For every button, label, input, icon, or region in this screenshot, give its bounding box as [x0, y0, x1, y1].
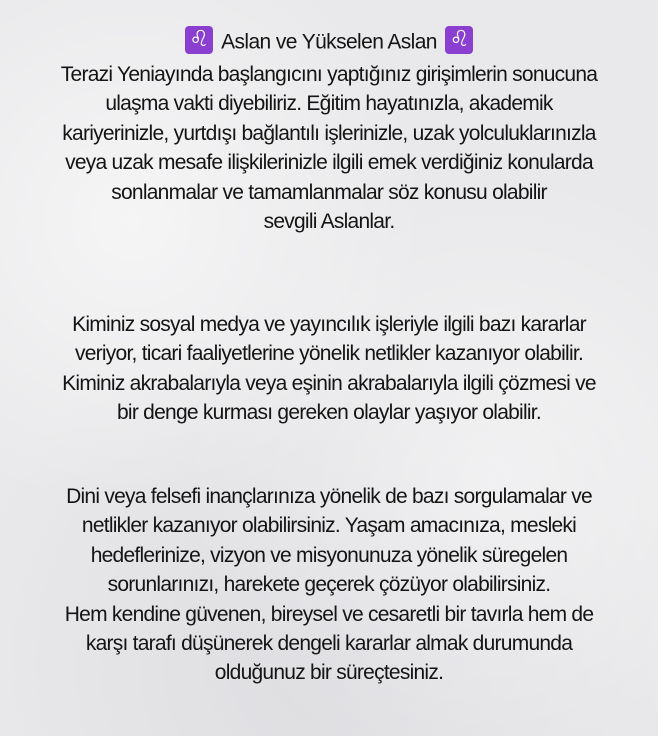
paragraph-3 — [0, 482, 658, 688]
text-line: Hem kendine güvenen, bireysel ve cesaretli bir tavırla hem de — [64, 602, 594, 626]
text-line: Terazi Yeniayında başlangıcını yaptığınız girişimlerin sonucuna — [60, 63, 598, 86]
text-line: netlikler kazanıyor olabilirsiniz. Yaşam amacınıza, mesleki — [81, 514, 577, 538]
leo-zodiac-icon: ♌ — [445, 26, 473, 54]
text-line: bir denge kurması gereken olaylar yaşıyor olabilir. — [117, 401, 541, 425]
page-title: Aslan ve Yükselen Aslan — [221, 30, 437, 54]
paragraph-1 — [0, 60, 658, 236]
text-line: sorunlarınızı, harekete geçerek çözüyor olabilirsiniz. — [107, 573, 551, 597]
text-line: ulaşma vakti diyebiliriz. Eğitim hayatınızla, akademik — [105, 92, 553, 116]
text-line: veya uzak mesafe ilişkilerinizle ilgili emek verdiğiniz konularda — [65, 151, 593, 175]
text-line: sonlanmalar ve tamamlanmalar söz konusu olabilir — [111, 180, 547, 204]
paragraph-2 — [0, 310, 658, 428]
text-line: kariyerinizle, yurtdışı bağlantılı işlerinizle, uzak yolculuklarınızla — [62, 121, 596, 145]
text-line: Dini veya felsefi inançlarınıza yönelik de bazı sorgulamalar ve — [66, 485, 592, 508]
leo-zodiac-icon: ♌ — [185, 26, 213, 54]
text-line: hedeflerinize, vizyon ve misyonunuza yönelik süregelen — [90, 543, 568, 567]
text-line: Kiminiz sosyal medya ve yayıncılık işleriyle ilgili bazı kararlar — [72, 313, 586, 336]
text-line: Kiminiz akrabalarıyla veya eşinin akrabalarıyla ilgili çözmesi ve — [62, 371, 596, 395]
title-row — [0, 28, 658, 56]
text-line: veriyor, ticari faaliyetlerine yönelik netlikler kazanıyor olabilir. — [74, 342, 584, 366]
text-line: olduğunuz bir süreçtesiniz. — [214, 661, 444, 685]
text-line: sevgili Aslanlar. — [263, 210, 395, 234]
text-line: karşı tarafı düşünerek dengeli kararlar almak durumunda — [85, 632, 573, 656]
